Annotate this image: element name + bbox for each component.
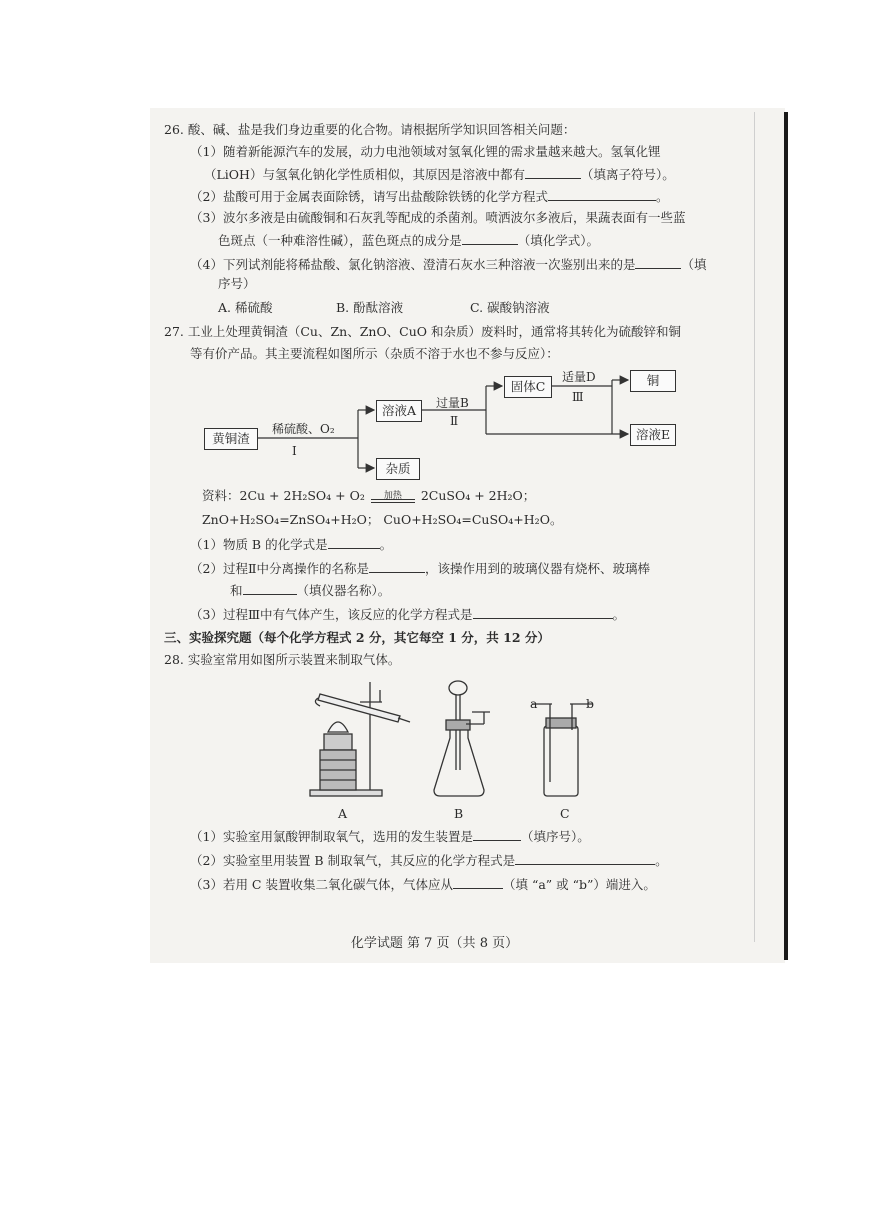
q26-part1-text: （LiOH）与氢氧化钠化学性质相似，其原因是溶液中都有 (204, 167, 525, 182)
q27-info-eq1-left: 资料：2Cu + 2H₂SO₄ + O₂ (202, 488, 365, 503)
q28-stem: 28. 实验室常用如图所示装置来制取气体。 (164, 652, 401, 667)
q27-part1-text: （1）物质 B 的化学式是 (190, 537, 328, 552)
q27-info-eq1 (202, 488, 535, 504)
q27-info-eq1-condition (369, 488, 417, 504)
q27-answer-blank-1[interactable] (328, 536, 380, 549)
q26-part3-hint: （填化学式）。 (517, 233, 600, 248)
q28-part1 (190, 828, 590, 845)
q28-part3-hint: （填 “a” 或 “b”）端进入。 (502, 877, 656, 892)
q27-part1 (190, 536, 392, 553)
q27-info-eq2: ZnO+H₂SO₄=ZnSO₄+H₂O； CuO+H₂SO₄=CuSO₄+H₂O。 (202, 512, 563, 527)
q26-option-b: B. 酚酞溶液 (336, 300, 404, 315)
flow-step1-number: Ⅰ (292, 444, 297, 458)
apparatus-b (434, 681, 490, 796)
q28-part2-end: 。 (655, 853, 668, 868)
q26-part4-line2: 序号） (218, 276, 256, 291)
q27-stem-line2: 等有价产品。其主要流程如图所示（杂质不溶于水也不参与反应）： (190, 346, 559, 361)
q26-option-c: C. 碳酸钠溶液 (470, 300, 550, 315)
flow-box-impurity: 杂质 (376, 458, 420, 480)
q28-answer-blank-1[interactable] (473, 828, 521, 841)
q27-part3-text: （3）过程Ⅲ中有气体产生，该反应的化学方程式是 (190, 607, 473, 622)
q27-part3 (190, 606, 625, 623)
q26-part1-line1: （1）随着新能源汽车的发展，动力电池领域对氢氧化锂的需求量越来越大。氢氧化锂 (190, 144, 661, 159)
q28-answer-blank-2[interactable] (515, 852, 655, 865)
apparatus-figure (300, 672, 620, 822)
q27-part2-text: （2）过程Ⅱ中分离操作的名称是 (190, 561, 369, 576)
tube-label-b: b (586, 696, 595, 711)
flow-box-solidC: 固体C (504, 376, 552, 398)
q28-part2-text: （2）实验室里用装置 B 制取氧气，其反应的化学方程式是 (190, 853, 516, 868)
apparatus-label-c: C (560, 806, 570, 821)
q27-part2-and: 和 (230, 583, 243, 598)
q27-part1-end: 。 (379, 537, 393, 552)
flow-step3-number: Ⅲ (572, 390, 584, 404)
apparatus-label-a: A (338, 806, 348, 821)
q26-part4-text: （4）下列试剂能将稀盐酸、氯化钠溶液、澄清石灰水三种溶液一次鉴别出来的是 (190, 257, 636, 272)
q27-part3-end: 。 (612, 607, 626, 622)
flow-step3-reagent: 适量D (562, 370, 596, 384)
page-footer: 化学试题 第 7 页（共 8 页） (350, 936, 519, 951)
q27-answer-blank-2[interactable] (369, 560, 425, 573)
q26-part1-hint: （填离子符号）。 (580, 167, 675, 182)
q27-answer-blank-4[interactable] (473, 606, 613, 619)
apparatus-label-b: B (454, 806, 464, 821)
q28-part3-text: （3）若用 C 装置收集二氧化碳气体，气体应从 (190, 877, 453, 892)
q26-part2-text: （2）盐酸可用于金属表面除锈，请写出盐酸除铁锈的化学方程式 (190, 189, 548, 204)
q26-stem: 26. 酸、碱、盐是我们身边重要的化合物。请根据所学知识回答相关问题： (164, 122, 576, 137)
q28-part3 (190, 876, 656, 893)
q26-part3-line1: （3）波尔多液是由硫酸铜和石灰乳等配成的杀菌剂。喷洒波尔多液后，果蔬表面有一些蓝 (190, 210, 686, 225)
q26-part2-end: 。 (655, 189, 669, 204)
q26-part3-text: 色斑点（一种难溶性碱），蓝色斑点的成分是 (218, 233, 462, 248)
q27-part2-line2 (230, 582, 390, 599)
flow-box-copper: 铜 (630, 370, 676, 392)
q27-info-eq1-right: 2CuSO₄ + 2H₂O； (420, 488, 536, 503)
flow-box-solE: 溶液E (630, 424, 676, 446)
flow-box-solA: 溶液A (376, 400, 422, 422)
q28-part2 (190, 852, 668, 869)
flow-step1-reagent: 稀硫酸、O₂ (272, 422, 335, 436)
q27-part2-hint: （填仪器名称）。 (296, 583, 391, 598)
section-3-heading: 三、实验探究题（每个化学方程式 2 分，其它每空 1 分，共 12 分） (164, 630, 550, 645)
q27-answer-blank-3[interactable] (243, 582, 297, 595)
flow-step2-number: Ⅱ (450, 414, 459, 428)
tube-label-a: a (530, 696, 538, 711)
q28-part1-hint: （填序号）。 (520, 829, 590, 844)
q27-part2-line1 (190, 560, 650, 577)
flow-step2-reagent: 过量B (436, 396, 469, 410)
q26-part4-hint: （填 (681, 257, 707, 272)
q26-option-a: A. 稀硫酸 (218, 300, 273, 315)
q27-stem-line1: 27. 工业上处理黄铜渣（Cu、Zn、ZnO、CuO 和杂质）废料时，通常将其转化为硫酸锌和铜 (164, 324, 682, 339)
flow-box-start: 黄铜渣 (204, 428, 258, 450)
q27-part2-continuation: ，该操作用到的玻璃仪器有烧杯、玻璃棒 (424, 561, 650, 576)
q28-answer-blank-3[interactable] (453, 876, 503, 889)
q27-condition-text: 加热 (383, 491, 402, 501)
apparatus-c (532, 704, 592, 796)
q28-part1-text: （1）实验室用氯酸钾制取氧气，选用的发生装置是 (190, 829, 473, 844)
apparatus-a (310, 682, 410, 796)
